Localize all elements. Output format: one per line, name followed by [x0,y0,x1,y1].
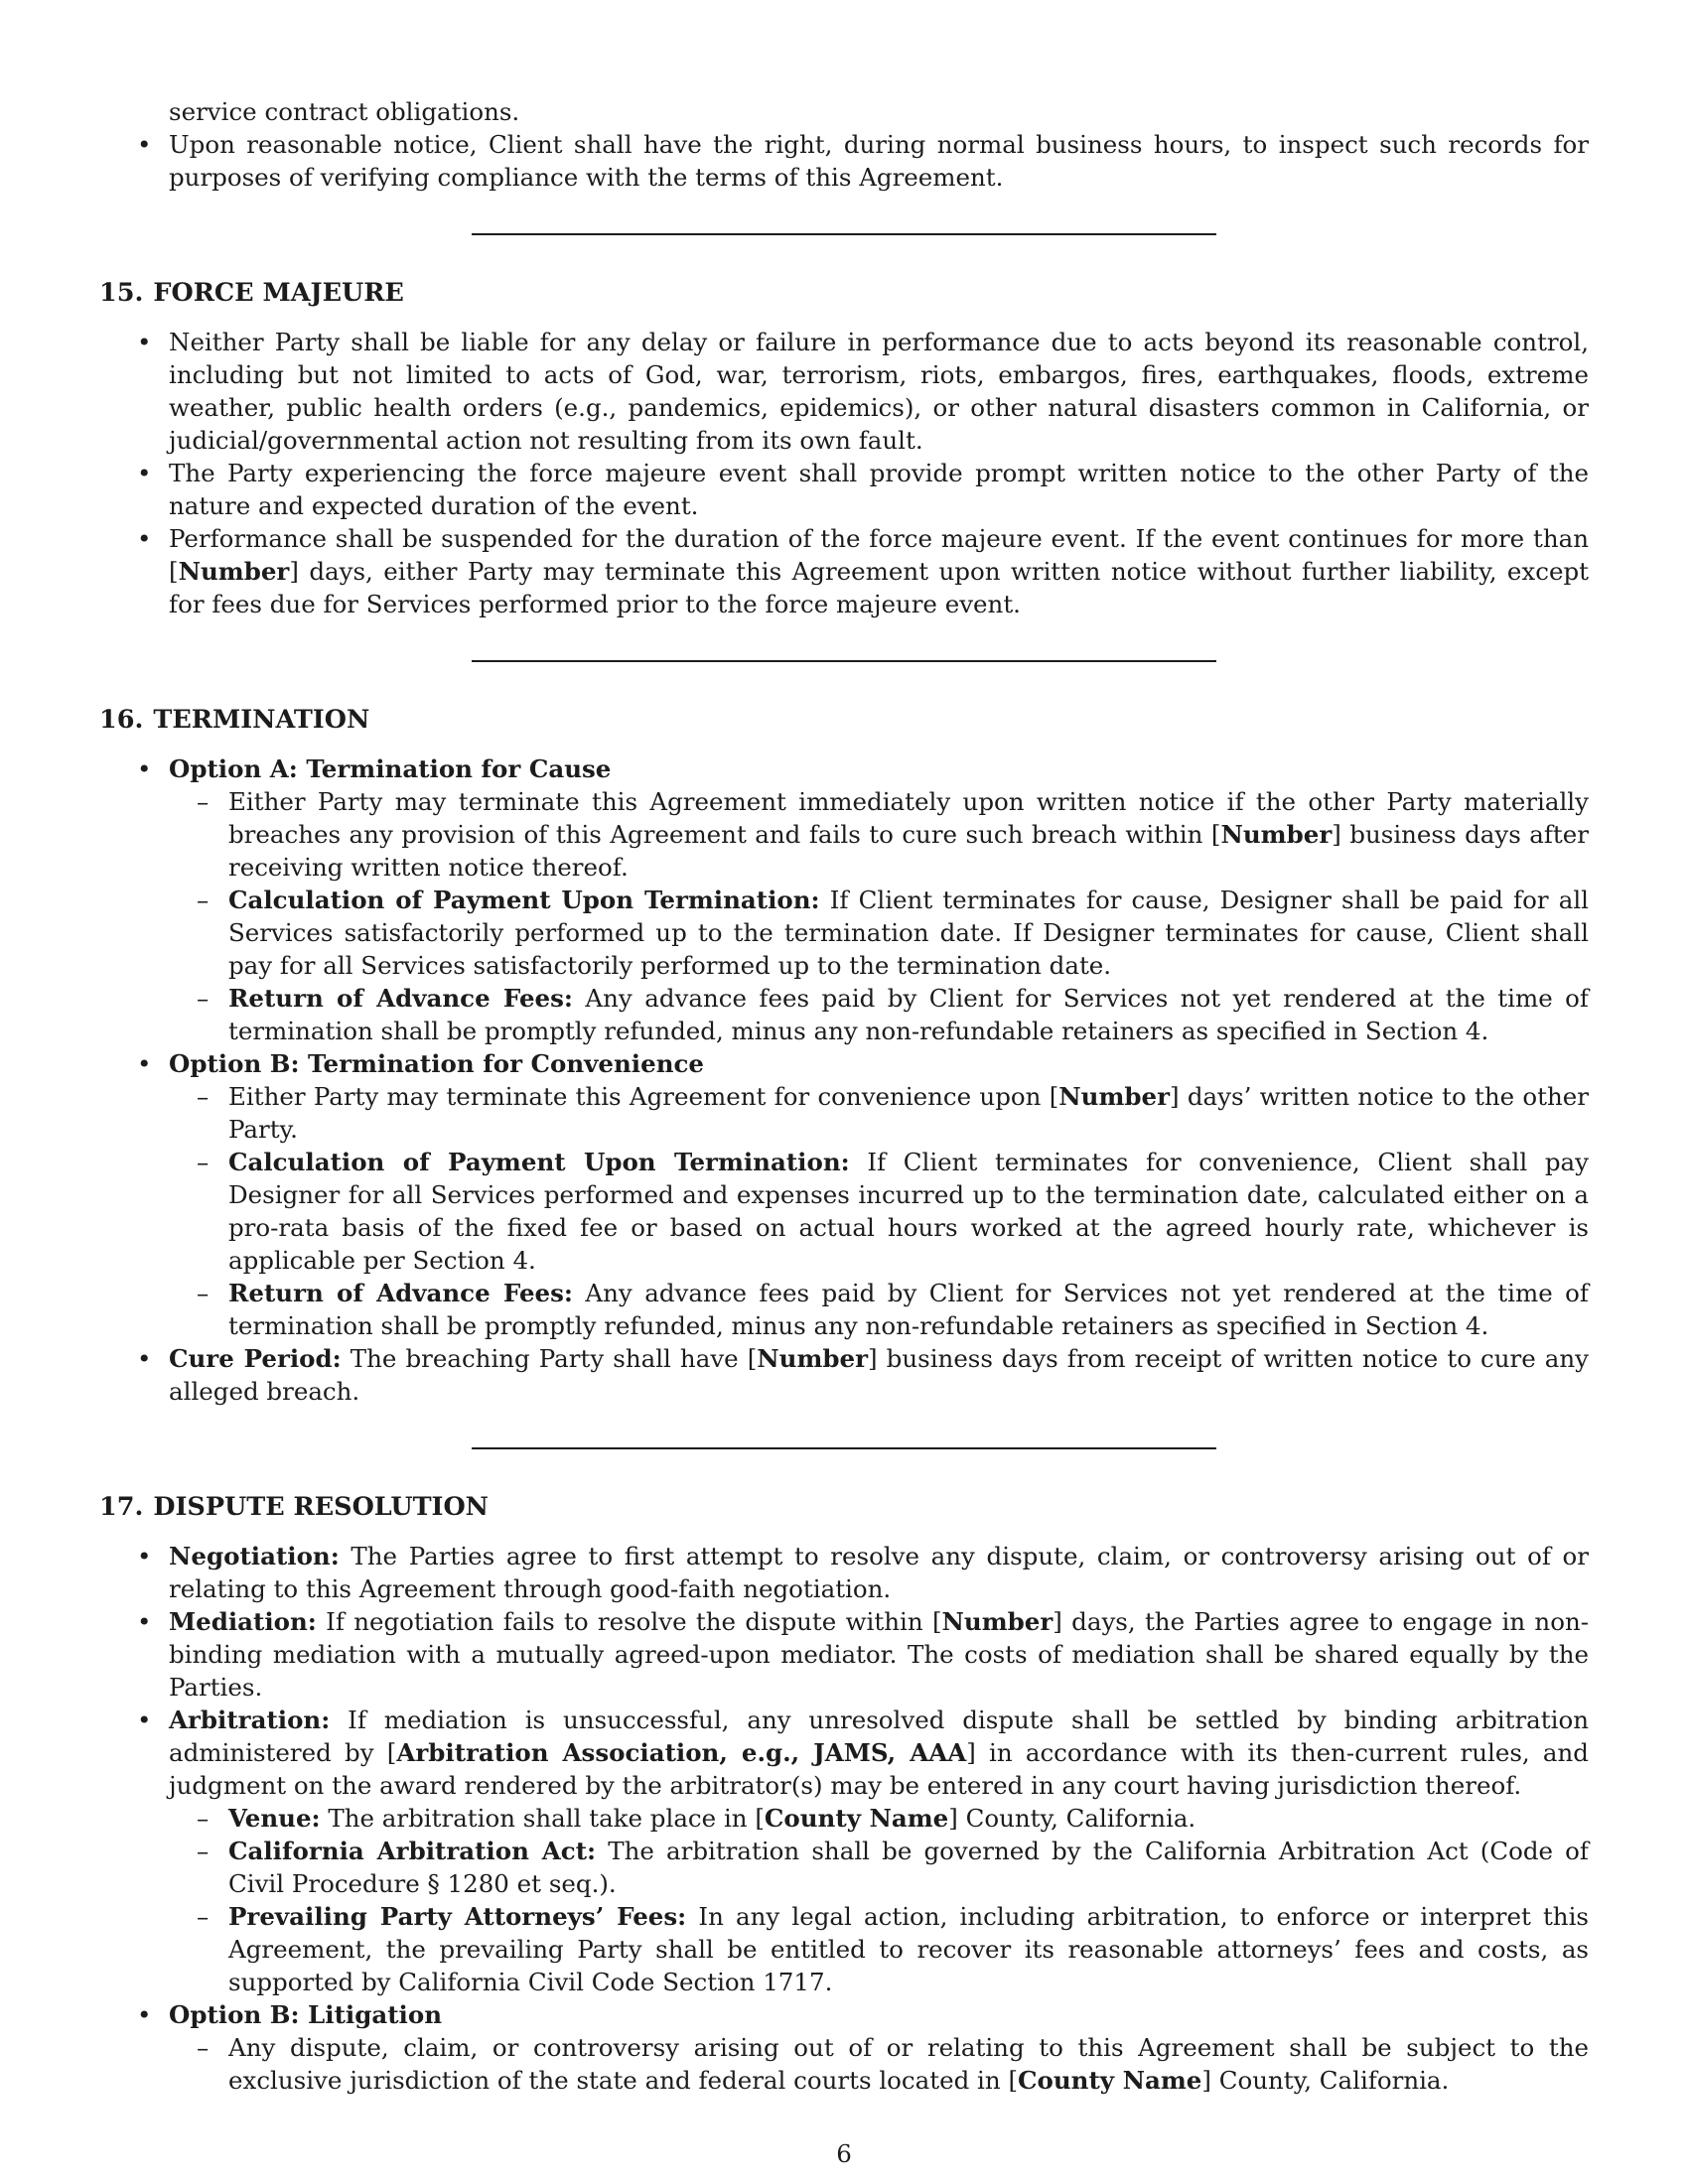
section-heading-15 [99,277,1589,310]
placeholder-field: Number [757,1344,869,1373]
dash-icon: – [197,1902,210,1931]
sublist-item: – Prevailing Party Attorneys’ Fees: In any legal action, including arbitration, to enforce or interpret this Agreement, the prevailing Party shall be entitled to recover its reasonable attorneys’ fees and costs, as supported by California Civil Code Section 1717. [197,1902,1589,1996]
placeholder-field: County Name [1018,2066,1202,2095]
bullet-icon: • [137,2000,152,2029]
item-label: Return of Advance Fees: [228,1279,573,1307]
sublist-item: – Calculation of Payment Upon Termination: If Client terminates for cause, Designer shall be paid for all Services satisfactorily performed up to the termination date. If Designer terminates for cause, Client shall pay for all Services satisfactorily performed up to the termination date. [197,886,1590,980]
bullet-icon: • [137,1049,152,1078]
bullet-icon: • [137,524,152,553]
bullet-icon: • [137,130,152,159]
option-a-item [99,752,1589,1047]
section-title: DISPUTE RESOLUTION [153,1492,489,1522]
section-divider [472,233,1216,235]
option-a-sublist [169,785,1589,1047]
list-item: • Performance shall be suspended for the duration of the force majeure event. If the event continues for more than [Number] days, either Party may terminate this Agreement upon written notice without further liability, except for fees due for Services performed prior to the force majeure event. [137,524,1589,618]
section-divider [472,660,1216,662]
sublist-item: – Either Party may terminate this Agreement immediately upon written notice if the other Party materially breaches any provision of this Agreement and fails to cure such breach within [Number] business days after receiving written notice thereof. [197,787,1589,882]
negotiation-item: • Negotiation: The Parties agree to first attempt to resolve any dispute, claim, or controversy arising out of or relating to this Agreement through good-faith negotiation. [137,1542,1589,1603]
item-label: Calculation of Payment Upon Termination: [228,1148,850,1176]
continuation-list [99,128,1589,194]
list-item-text: Neither Party shall be liable for any delay or failure in performance due to acts beyond its reasonable control, including but not limited to acts of God, war, terrorism, riots, embargos, fires, earthquakes, floods, extreme weather, public health orders (e.g., pandemics, epidemics), or other natural disasters common in California, or judicial/governmental action not resulting from its own fault. [169,328,1589,455]
item-label: Venue: [228,1804,321,1833]
item-label: Negotiation: [169,1542,340,1570]
document-page [99,95,1589,2097]
continuation-text: service contract obligations. [169,97,520,126]
list-item-text: The Party experiencing the force majeure event shall provide prompt written notice to the other Party of the nature and expected duration of the event. [169,459,1589,520]
termination-list [99,752,1589,1408]
section-heading-16 [99,704,1589,737]
arbitration-sublist [169,1802,1589,1998]
litigation-sublist [169,2031,1589,2097]
list-item-text: Upon reasonable notice, Client shall have the right, during normal business hours, to inspect such records for purposes of verifying compliance with the terms of this Agreement. [169,130,1589,192]
sublist-item: – California Arbitration Act: The arbitration shall be governed by the California Arbitration Act (Code of Civil Procedure § 1280 et seq.). [197,1837,1589,1898]
dash-icon: – [197,984,210,1013]
placeholder-field: Arbitration Association, e.g., JAMS, AAA [396,1738,967,1767]
dispute-resolution-list [99,1540,1589,2097]
bullet-icon: • [137,1542,152,1570]
dash-icon: – [197,1804,210,1833]
bullet-icon: • [137,1344,152,1373]
cure-period-item: • Cure Period: The breaching Party shall have [Number] business days from receipt of written notice to cure any alleged breach. [137,1344,1590,1406]
dash-icon: – [197,886,210,914]
list-item [99,326,1589,457]
dash-icon: – [197,787,210,816]
dash-icon: – [197,1837,210,1865]
sublist-item: – Either Party may terminate this Agreement for convenience upon [Number] days’ written notice to the other Party. [197,1082,1589,1144]
dash-icon: – [197,1148,210,1176]
section-heading-17 [99,1491,1589,1524]
item-label: Mediation: [169,1607,317,1636]
section-number: 17. [99,1492,144,1522]
dash-icon: – [197,1279,210,1307]
page-number: 6 [836,2139,852,2168]
item-label: California Arbitration Act: [228,1837,597,1865]
mediation-item: • Mediation: If negotiation fails to resolve the dispute within [Number] days, the Parties agree to engage in non-binding mediation with a mutually agreed-upon mediator. The costs of mediation shall be shared equally by the Parties. [137,1607,1589,1702]
placeholder-field: Number [1058,1082,1171,1111]
sublist-item: – Any dispute, claim, or controversy arising out of or relating to this Agreement shall be subject to the exclusive jurisdiction of the state and federal courts located in [County Name] County, California. [197,2033,1589,2095]
list-item [99,457,1589,522]
option-b-item [99,1047,1589,1342]
dash-icon: – [197,2033,210,2062]
option-title: Option B: Termination for Convenience [169,1049,705,1078]
bullet-icon: • [137,754,152,783]
bullet-icon: • [137,1607,152,1636]
section-number: 15. [99,278,144,308]
placeholder-field: County Name [764,1804,949,1833]
option-title: Option B: Litigation [169,2000,443,2029]
section-divider [472,1447,1216,1449]
sublist-item: – Calculation of Payment Upon Termination: If Client terminates for convenience, Client shall pay Designer for all Services performed and expenses incurred up to the termination date, calculated either on a pro-rata basis of the fixed fee or based on actual hours worked at the agreed hourly rate, whichever is applicable per Section 4. [197,1148,1589,1275]
placeholder-field: Number [178,557,290,586]
section-number: 16. [99,705,144,735]
placeholder-field: Number [1220,820,1333,849]
item-label: Prevailing Party Attorneys’ Fees: [228,1902,687,1931]
dash-icon: – [197,1082,210,1111]
sublist-item: – Return of Advance Fees: Any advance fees paid by Client for Services not yet rendered at the time of termination shall be promptly refunded, minus any non-refundable retainers as specified in Section 4. [197,1279,1589,1340]
sublist-item: – Venue: The arbitration shall take place in [County Name] County, California. [197,1804,1196,1833]
list-item [99,128,1589,194]
sublist-item: – Return of Advance Fees: Any advance fees paid by Client for Services not yet rendered at the time of termination shall be promptly refunded, minus any non-refundable retainers as specified in Section 4. [197,984,1589,1045]
option-title: Option A: Termination for Cause [169,754,612,783]
section-title: TERMINATION [153,705,370,735]
bullet-icon: • [137,459,152,487]
placeholder-field: Number [941,1607,1054,1636]
arbitration-item: • Arbitration: If mediation is unsuccessful, any unresolved dispute shall be settled by binding arbitration administered by [Arbitration Association, e.g., JAMS, AAA] in accordance with its then-current rules, and judgment on the award rendered by the arbitrator(s) may be entered in any court having jurisdiction thereof. – Venue: The arbitration shall take place in [County Name] County, California. – California Arbitration Act: The arbitration shall be governed by the California Arbitration Act (Code of Civil Procedure § 1280 et seq.). – Prevailing Party Attorneys’ Fees: In any legal action, including arbitration, to enforce or interpret this Agreement, the prevailing Party shall be entitled to recover its reasonable attorneys’ fees and costs, as supported by California Civil Code Section 1717. [137,1706,1589,1996]
item-label: Cure Period: [169,1344,342,1373]
item-label: Return of Advance Fees: [228,984,573,1013]
force-majeure-list [99,326,1589,620]
item-label: Arbitration: [169,1706,331,1734]
option-b-sublist [169,1080,1589,1342]
litigation-item [99,1998,1589,2097]
bullet-icon: • [137,1706,152,1734]
item-label: Calculation of Payment Upon Termination: [228,886,820,914]
section-title: FORCE MAJEURE [153,278,404,308]
bullet-icon: • [137,328,152,356]
